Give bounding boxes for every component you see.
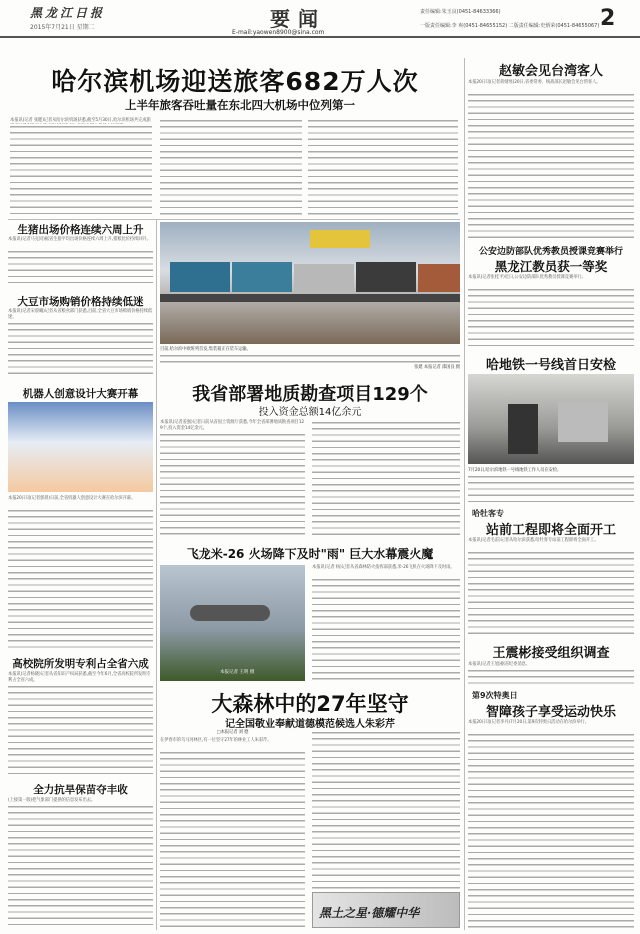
morality-ad (312, 892, 460, 928)
forest-subtitle: 记全国敬业奉献道德模范候选人朱彩芹 (225, 719, 395, 730)
wang-zhenbin-text (468, 668, 634, 684)
soybean-title: 大豆市场购销价格持续低迷 (17, 296, 144, 308)
taiwan-guest-title: 赵敏会见台湾客人 (498, 64, 603, 79)
special-olympics-title: 智障孩子享受运动快乐 (485, 705, 616, 720)
column-divider-left (156, 220, 157, 930)
harbin-mudanjiang-title: 站前工程即将全面开工 (485, 523, 616, 538)
pig-price-text (8, 249, 153, 283)
police-teacher-text (468, 287, 634, 347)
helicopter-photo (160, 565, 305, 681)
newspaper-title: 黑龙江日报 (30, 6, 106, 20)
special-olympics-body: 本报20日讯(记者李丹)7月20日,第9次特奥日活动在哈尔滨举行。 (468, 720, 589, 725)
subway-photo (468, 374, 634, 464)
forest-title: 大森林中的27年坚守 (211, 692, 409, 716)
police-teacher-body: 本报讯(记者张桂平)近日,公安边防部队优秀教员授课竞赛举行。 (468, 275, 586, 280)
lead-body-col2 (160, 118, 302, 216)
patent-text (8, 684, 153, 774)
column-divider-right (464, 58, 465, 930)
drought-body: (上接第一版)把气象部门提供的信息发布出去。 (8, 798, 96, 803)
wang-zhenbin-title: 王震彬接受组织调查 (492, 646, 610, 661)
forest-byline: □本报记者 刘 德 (216, 730, 249, 735)
lead-body-text (10, 124, 152, 216)
robot-contest-photo (8, 402, 153, 492)
drought-title: 全力抗旱保苗夺丰收 (33, 784, 128, 796)
taiwan-guest-body: 本报20日讯(记者蒋婧瑶)20日,省委常委、统战部长赵敏会见台湾客人。 (468, 80, 601, 85)
masthead (0, 0, 640, 38)
soybean-text (8, 321, 153, 377)
geology-text (160, 432, 305, 538)
subway-title: 哈地铁一号线首日安检 (485, 358, 616, 373)
lead-divider (8, 219, 460, 220)
lead-subhead: 上半年旅客吞吐量在东北四大机场中位列第一 (125, 98, 355, 112)
section-email: E-mail:yaowen8900@sina.com (232, 29, 325, 36)
special-olympics-text (468, 732, 634, 928)
lead-headline: 哈尔滨机场迎送旅客682万人次 (51, 67, 419, 96)
harbin-mudanjiang-body: 本报讯(记者毛雷)记者从哈尔滨获悉,哈牡客专站前工程即将全面开工。 (468, 538, 599, 543)
patent-body: 本报讯(记者杨晓)记者从省知识产权局获悉,截至今年6月,全省高校院所发明专利占全省六成。 (8, 672, 151, 684)
geology-text-col2 (312, 420, 460, 538)
forest-text (160, 750, 305, 928)
subway-caption: 7月20日,哈尔滨地铁一号线地铁工作人员在安检。 (468, 468, 562, 473)
forest-body: 在伊春市的乌马河林区,有一位坚守27年的林业工人朱彩芹。 (160, 738, 272, 743)
robot-contest-text (8, 508, 153, 650)
robot-contest-title: 机器人创意设计大赛开幕 (22, 388, 139, 400)
forest-text-col2 (312, 730, 460, 890)
issue-date: 2015年7月21日 星期二 (30, 24, 95, 31)
helicopter-photo-credit: 本报记者 王明 摄 (220, 670, 255, 675)
police-teacher-subtitle: 黑龙江教员获一等奖 (494, 259, 608, 274)
lead-body: 本报讯(记者 张健)记者从哈尔滨机场获悉,截至5月30日,哈尔滨机场共完成旅 (10, 118, 151, 123)
morality-ad-text: 黑土之星·德耀中华 (319, 906, 420, 920)
page-number: 2 (600, 6, 616, 31)
pig-price-body: 本报讯(记者马克同)据省生猪平均出场价格连续六周上升,猪粮比价持续回升。 (8, 237, 151, 242)
geology-title: 我省部署地质勘查项目129个 (192, 384, 428, 405)
phone-line: 一版责任编辑:李 爽(0451-84655152) 二版责任编辑:史炳荣(0451-84655067) (420, 23, 600, 29)
special-olympics-kicker: 第9次特奥日 (472, 691, 518, 700)
robot-contest-body: 本报20日讯(记者郭晨)日前,全省机器人创意设计大赛在哈尔滨开幕。 (8, 496, 136, 501)
taiwan-guest-text (468, 92, 634, 238)
helicopter-text (312, 577, 460, 681)
pig-price-title: 生猪出场价格连续六周上升 (17, 224, 144, 236)
train-photo-credit: 张建 本报记者 邵国良 摄 (414, 365, 460, 370)
geology-subtitle: 投入资金总额14亿余元 (258, 407, 362, 418)
helicopter-title: 飞龙米-26 火场降下及时"雨" 巨大水幕震火魔 (186, 547, 434, 561)
editor-line: 责任编辑:朱玉良(0451-84633366) (420, 9, 501, 15)
container-train-photo (160, 222, 460, 344)
train-photo-caption: 目前,哈尔滨中欧班列首发,集装箱正在装车运输。 (160, 347, 251, 352)
wang-zhenbin-body: 本报讯(记者王旭)据省纪委消息。 (468, 662, 530, 667)
subway-caption-text (468, 474, 634, 504)
drought-text (8, 804, 153, 928)
police-teacher-title: 公安边防部队优秀教员授课竞赛举行 (478, 247, 623, 257)
section-title: 要闻 (270, 7, 326, 31)
harbin-mudanjiang-kicker: 哈牡客专 (472, 509, 504, 518)
train-photo-caption-more (160, 353, 460, 365)
soybean-body: 本报讯(记者宋晨曦)记者从省粮食部门获悉,目前,全省大豆市场购销价格持续低迷。 (8, 309, 153, 321)
lead-body-col3 (308, 118, 458, 216)
harbin-mudanjiang-text (468, 550, 634, 634)
geology-body: 本报讯(记者姜强)记者日前从省国土资源厅获悉,今年全省部署地质勘查项目129个,投入资金14亿余元。 (160, 420, 304, 432)
patent-title: 高校院所发明专利占全省六成 (12, 658, 149, 670)
helicopter-body: 本报讯(记者 杨)记者从省森林防火指挥部获悉,米-26飞机在火场降下及时雨。 (312, 565, 455, 570)
